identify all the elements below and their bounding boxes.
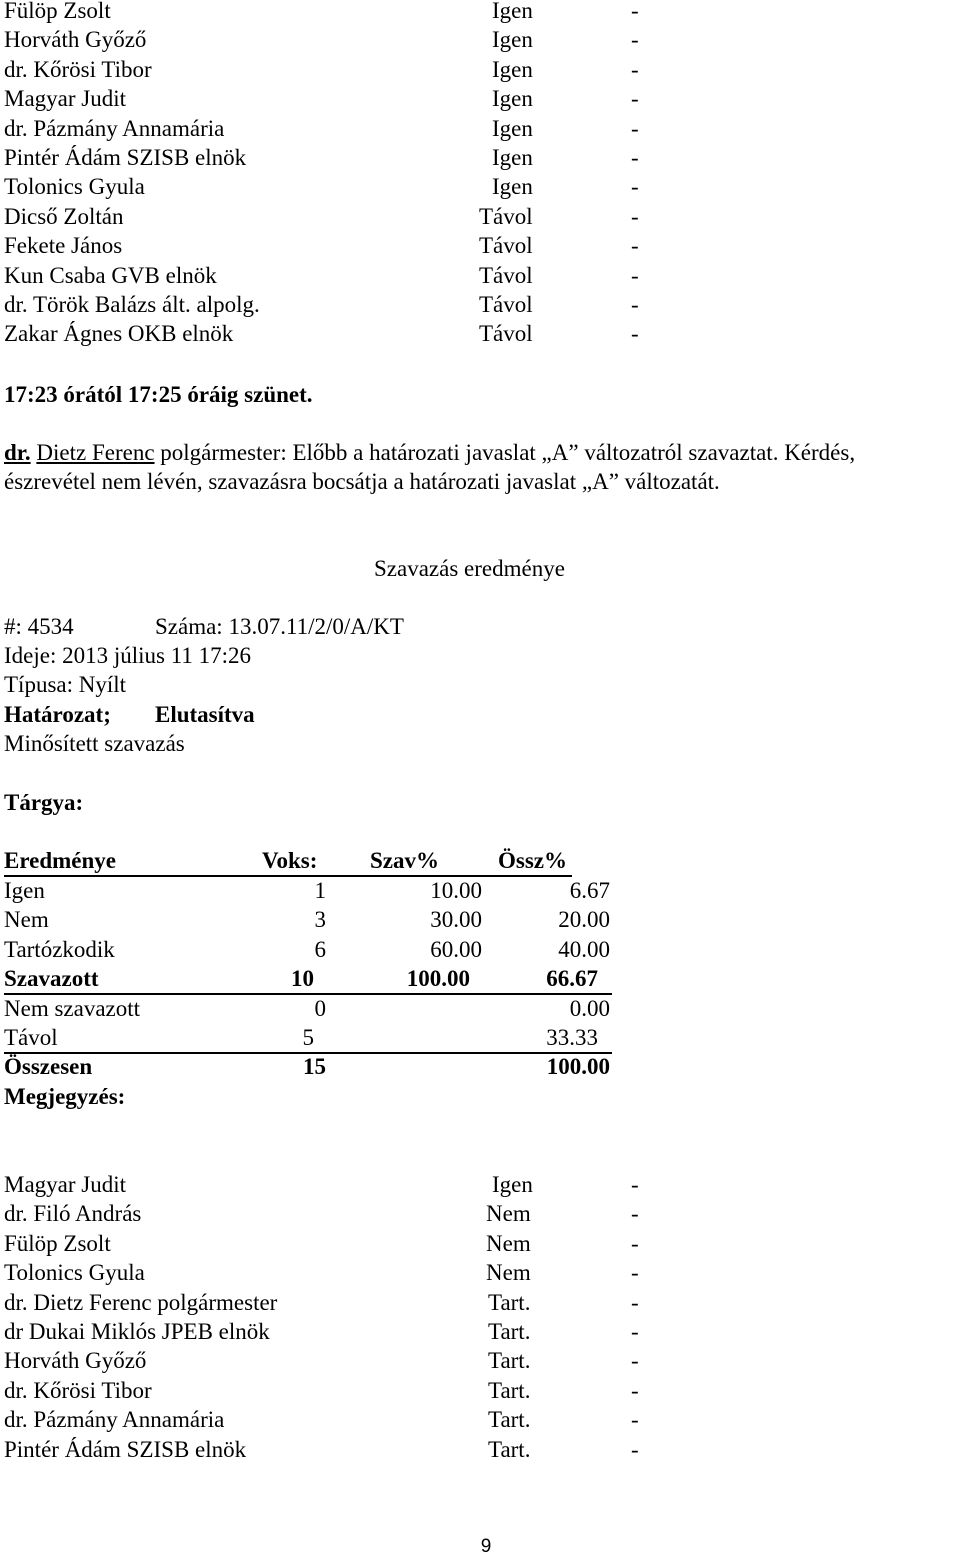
result-ossz: 40.00 (558, 936, 610, 962)
member-name: dr. Pázmány Annamária (4, 1407, 225, 1433)
decision-label: Határozat; (4, 702, 111, 727)
result-voks: 15 (303, 1054, 326, 1080)
vote-row (4, 231, 654, 260)
vote-mark: - (631, 292, 639, 317)
speaker-text-line2: észrevétel nem lévén, szavazásra bocsátja a határozati javaslat „A” változatát. (4, 469, 720, 494)
result-voks: 5 (302, 1025, 314, 1050)
member-vote: Tart. (488, 1407, 531, 1433)
member-name: dr. Török Balázs ált. alpolg. (4, 292, 260, 317)
member-name: Horváth Győző (4, 27, 147, 53)
header-result: Eredménye (4, 848, 117, 873)
vote-mark: - (631, 145, 639, 170)
member-name: dr Dukai Miklós JPEB elnök (4, 1319, 270, 1344)
vote-time: Ideje: 2013 július 11 17:26 (4, 643, 252, 668)
vote-row (4, 261, 654, 290)
vote-mark: - (631, 1348, 639, 1374)
result-label: Nem szavazott (4, 995, 141, 1021)
member-name: Magyar Judit (4, 86, 127, 112)
vote-row (4, 1288, 654, 1317)
member-vote: Távol (479, 321, 533, 347)
member-vote: Igen (492, 56, 533, 82)
vote-mark: - (631, 1260, 639, 1286)
speaker-name: Dietz Ferenc (36, 440, 155, 465)
member-name: Kun Csaba GVB elnök (4, 262, 217, 288)
vote-mark: - (631, 203, 639, 229)
member-vote: Igen (492, 145, 533, 170)
member-name: dr. Filó András (4, 1201, 142, 1227)
member-vote: Tart. (488, 1289, 531, 1315)
speaker-text-line1: polgármester: Előbb a határozati javaslat „A” változatról szavaztat. Kérdés, (154, 440, 856, 465)
result-voks: 6 (314, 936, 326, 962)
vote-type: Típusa: Nyílt (4, 672, 127, 697)
member-name: Fülöp Zsolt (4, 0, 111, 23)
member-vote: Tart. (488, 1436, 531, 1462)
result-szav: 100.00 (406, 966, 470, 992)
vote-mark: - (631, 1201, 639, 1227)
vote-mark: - (631, 0, 639, 23)
member-name: Dicső Zoltán (4, 203, 124, 229)
vote-row (4, 55, 654, 84)
vote-row (4, 25, 654, 54)
member-vote: Igen (492, 1172, 533, 1197)
vote-mark: - (631, 1436, 639, 1462)
vote-mark: - (631, 321, 639, 347)
speaker-prefix: dr. (4, 440, 31, 465)
result-szav: 60.00 (430, 936, 482, 962)
member-name: dr. Kőrösi Tibor (4, 56, 152, 82)
vote-mark: - (631, 174, 639, 200)
vote-mark: - (631, 233, 639, 259)
vote-row (4, 0, 654, 25)
vote-row (4, 1346, 654, 1375)
member-vote: Tart. (488, 1377, 531, 1403)
decision-status: Elutasítva (155, 702, 255, 727)
result-row (4, 1023, 612, 1054)
header-ossz: Össz% (498, 848, 567, 873)
result-szav: 30.00 (430, 907, 482, 933)
header-voks: Voks: (262, 848, 318, 873)
member-vote: Igen (492, 115, 533, 141)
member-vote: Igen (492, 86, 533, 112)
result-label: Tartózkodik (4, 936, 115, 962)
vote-mark: - (631, 1289, 639, 1315)
vote-row (4, 1170, 654, 1199)
result-row (4, 876, 624, 905)
vote-row (4, 1258, 654, 1287)
vote-row (4, 1317, 654, 1346)
vote-mark: - (631, 1230, 639, 1256)
result-ossz: 0.00 (569, 995, 610, 1021)
member-name: dr. Dietz Ferenc polgármester (4, 1289, 278, 1315)
vote-mark: - (631, 27, 639, 53)
vote-row (4, 1376, 654, 1405)
result-label: Összesen (4, 1054, 93, 1080)
vote-row (4, 84, 654, 113)
result-row (4, 964, 612, 995)
results-header (4, 846, 572, 877)
result-row (4, 1052, 624, 1081)
vote-mark: - (631, 1319, 639, 1344)
vote-row (4, 1405, 654, 1434)
result-heading: Szavazás eredménye (374, 556, 565, 581)
page-number: 9 (480, 1536, 492, 1557)
result-label: Szavazott (4, 966, 99, 992)
result-row (4, 935, 624, 964)
member-name: Pintér Ádám SZISB elnök (4, 1436, 247, 1462)
vote-row (4, 319, 654, 348)
result-szav: 10.00 (430, 878, 482, 903)
vote-row (4, 202, 654, 231)
result-voks: 0 (314, 995, 326, 1021)
result-voks: 3 (314, 907, 326, 933)
member-vote: Távol (479, 203, 533, 229)
result-row (4, 905, 624, 934)
vote-row (4, 143, 654, 172)
member-name: Tolonics Gyula (4, 174, 145, 200)
subject-label: Tárgya: (4, 790, 84, 815)
result-voks: 10 (291, 966, 314, 992)
vote-number: #: 4534 (4, 614, 74, 639)
result-ossz: 100.00 (546, 1054, 610, 1080)
result-ossz: 6.67 (569, 878, 610, 903)
member-vote: Nem (486, 1230, 531, 1256)
vote-mark: - (631, 115, 639, 141)
member-vote: Igen (492, 27, 533, 53)
vote-id: Száma: 13.07.11/2/0/A/KT (155, 614, 404, 639)
member-name: Fekete János (4, 233, 123, 259)
member-vote: Tart. (488, 1319, 531, 1344)
result-label: Nem (4, 907, 49, 933)
vote-row (4, 172, 654, 201)
member-vote: Nem (486, 1201, 531, 1227)
vote-mark: - (631, 1377, 639, 1403)
vote-mark: - (631, 56, 639, 82)
result-ossz: 20.00 (558, 907, 610, 933)
member-name: Tolonics Gyula (4, 1260, 145, 1286)
member-vote: Távol (479, 292, 533, 317)
vote-row (4, 1229, 654, 1258)
member-name: Zakar Ágnes OKB elnök (4, 321, 234, 347)
break-note: 17:23 órától 17:25 óráig szünet. (4, 382, 313, 407)
member-name: Magyar Judit (4, 1172, 127, 1197)
vote-mark: - (631, 1172, 639, 1197)
header-szav: Szav% (370, 848, 439, 873)
member-name: dr. Kőrösi Tibor (4, 1377, 152, 1403)
member-vote: Nem (486, 1260, 531, 1286)
vote-row (4, 290, 654, 319)
member-vote: Igen (492, 174, 533, 200)
vote-mark: - (631, 1407, 639, 1433)
speaker-paragraph (4, 438, 954, 496)
vote-mark: - (631, 86, 639, 112)
vote-row (4, 1435, 654, 1464)
member-name: dr. Pázmány Annamária (4, 115, 225, 141)
vote-row (4, 1199, 654, 1228)
remark-label: Megjegyzés: (4, 1084, 126, 1109)
member-vote: Tart. (488, 1348, 531, 1374)
member-vote: Igen (492, 0, 533, 23)
result-ossz: 33.33 (546, 1025, 598, 1050)
result-label: Igen (4, 878, 45, 903)
member-vote: Távol (479, 233, 533, 259)
member-name: Horváth Győző (4, 1348, 147, 1374)
result-ossz: 66.67 (546, 966, 598, 992)
member-name: Fülöp Zsolt (4, 1230, 111, 1256)
vote-row (4, 114, 654, 143)
member-name: Pintér Ádám SZISB elnök (4, 145, 247, 170)
qualified-vote: Minősített szavazás (4, 731, 185, 756)
result-label: Távol (4, 1025, 58, 1050)
result-voks: 1 (314, 878, 326, 903)
vote-mark: - (631, 262, 639, 288)
member-vote: Távol (479, 262, 533, 288)
result-row (4, 994, 624, 1023)
